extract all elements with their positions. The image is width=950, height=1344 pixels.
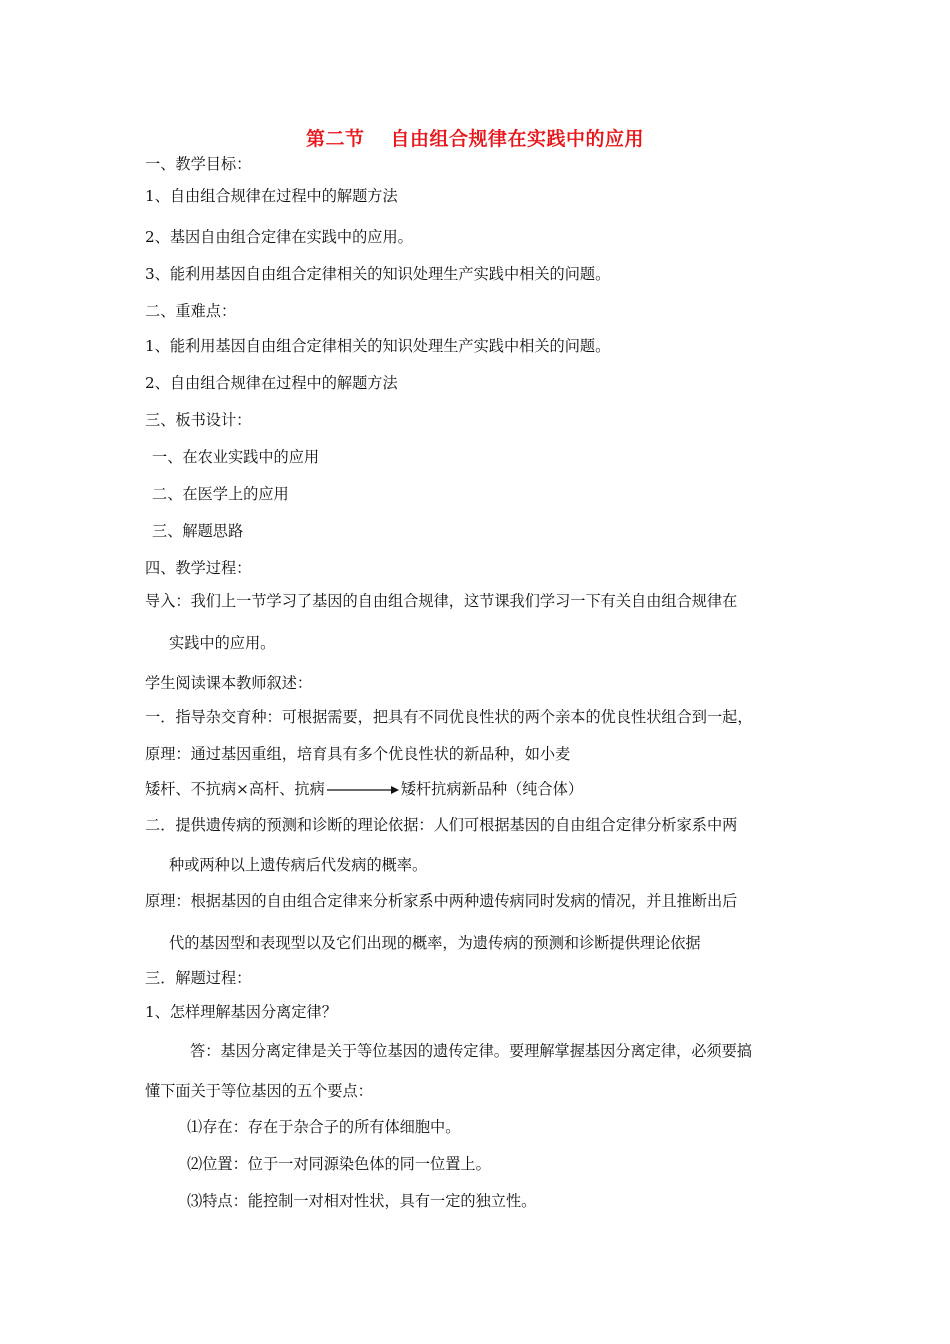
reading-note: 学生阅读课本教师叙述： [145,674,313,692]
arrow-icon [327,784,399,796]
section-genetic-disease: 二．提供遗传病的预测和诊断的理论依据：人们可根据基因的自由组合定律分析家系中两 [145,816,738,834]
section-breeding: 一．指导杂交育种：可根据需要，把具有不同优良性状的两个亲本的优良性状组合到一起， [145,708,753,726]
heading-board-design: 三、板书设计： [145,411,252,429]
heading-process: 四、教学过程： [145,559,252,577]
key-point-1: 1、能利用基因自由组合定律相关的知识处理生产实践中相关的问题。 [145,337,611,355]
heading-solving: 三．解题过程： [145,969,252,987]
key-point-2: 2、自由组合规律在过程中的解题方法 [145,374,398,392]
point-2: ⑵位置：位于一对同源染色体的同一位置上。 [187,1155,491,1173]
intro-paragraph-cont: 实践中的应用。 [169,634,276,652]
intro-paragraph: 导入：我们上一节学习了基因的自由组合规律，这节课我们学习一下有关自由组合规律在 [145,592,738,610]
page-title [0,124,950,151]
section-genetic-disease-cont: 种或两种以上遗传病后代发病的概率。 [169,856,428,874]
answer-1-cont: 懂下面关于等位基因的五个要点： [145,1082,373,1100]
board-item-1: 一、在农业实践中的应用 [152,448,320,466]
cross-diagram [145,779,583,799]
objective-1: 1、自由组合规律在过程中的解题方法 [145,187,398,205]
objective-3: 3、能利用基因自由组合定律相关的知识处理生产实践中相关的问题。 [145,265,611,283]
title-topic: 自由组合规律在实践中的应用 [390,128,645,150]
breeding-principle: 原理：通过基因重组，培育具有多个优良性状的新品种，如小麦 [145,745,571,763]
title-section: 第二节 [305,128,365,150]
question-1: 1、怎样理解基因分离定律？ [145,1003,337,1021]
point-3: ⑶特点：能控制一对相对性状，具有一定的独立性。 [187,1192,537,1210]
heading-key-points: 二、重难点： [145,302,237,320]
point-1: ⑴存在：存在于杂合子的所有体细胞中。 [187,1118,461,1136]
objective-2: 2、基因自由组合定律在实践中的应用。 [145,228,413,246]
disease-principle-cont: 代的基因型和表现型以及它们出现的概率，为遗传病的预测和诊断提供理论依据 [169,934,701,952]
cross-result: 矮杆抗病新品种（纯合体） [400,780,584,798]
heading-objectives: 一、教学目标： [145,155,252,173]
cross-parents: 矮杆、不抗病×高杆、抗病 [145,780,325,798]
answer-1: 答：基因分离定律是关于等位基因的遗传定律。要理解掌握基因分离定律，必须要搞 [190,1042,752,1060]
disease-principle: 原理：根据基因的自由组合定律来分析家系中两种遗传病同时发病的情况，并且推断出后 [145,892,738,910]
board-item-3: 三、解题思路 [152,522,244,540]
board-item-2: 二、在医学上的应用 [152,485,289,503]
